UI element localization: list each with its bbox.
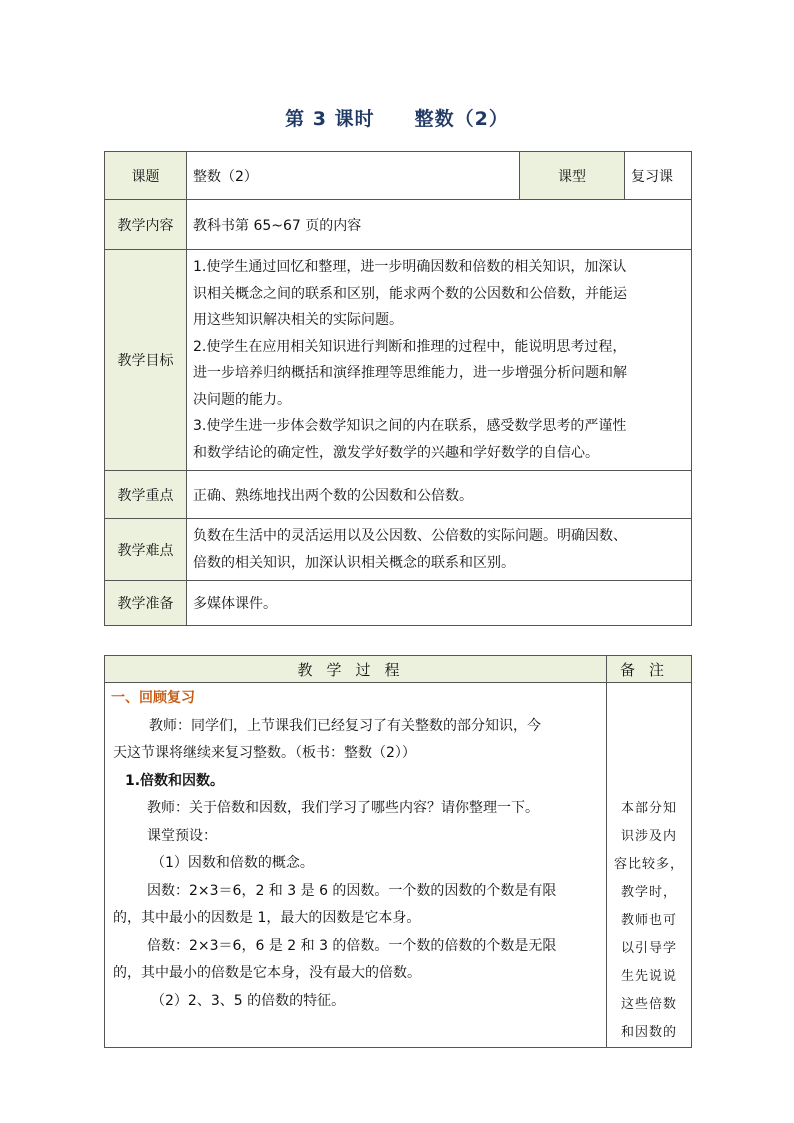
- process-line: （1）因数和倍数的概念。: [151, 855, 314, 871]
- note-line: 生先说说: [620, 969, 677, 984]
- objective-line: 用这些知识解决相关的实际问题。: [193, 312, 403, 328]
- difficulty-line: 负数在生活中的灵活运用以及公因数、公倍数的实际问题。明确因数、: [193, 528, 627, 544]
- process-line: 教师：同学们，上节课我们已经复习了有关整数的部分知识，今: [149, 717, 541, 734]
- objective-line: 识相关概念之间的联系和区别，能求两个数的公因数和公倍数，并能运: [193, 285, 627, 302]
- note-line: 这些倍数: [620, 997, 677, 1012]
- content-value: 教科书第 65~67 页的内容: [187, 200, 692, 250]
- prep-label: 教学准备: [105, 581, 187, 626]
- lesson-number: 第 3 课时: [285, 108, 375, 130]
- prep-value: 多媒体课件。: [187, 581, 692, 626]
- type-value: 复习课: [625, 152, 692, 200]
- objective-label: 教学目标: [105, 250, 187, 471]
- process-line: 的，其中最小的倍数是它本身，没有最大的倍数。: [113, 965, 421, 981]
- process-line: 教师：关于倍数和因数，我们学习了哪些内容？请你整理一下。: [147, 800, 539, 816]
- content-label: 教学内容: [105, 200, 187, 250]
- teaching-process-table: [104, 655, 692, 1048]
- prep-row: [105, 581, 692, 626]
- objective-line: 和数学结论的确定性，激发学好数学的兴趣和学好数学的自信心。: [193, 444, 599, 461]
- difficulty-line: 倍数的相关知识，加深认识相关概念的联系和区别。: [193, 554, 515, 571]
- difficulty-row: [105, 519, 692, 581]
- process-line: 的，其中最小的因数是 1，最大的因数是它本身。: [113, 910, 421, 926]
- objective-text: [187, 250, 692, 471]
- difficulty-label: 教学难点: [105, 519, 187, 581]
- process-line: 天这节课将继续来复习整数。（板书：整数（2））: [113, 745, 416, 761]
- subsection-title: 1.倍数和因数。: [125, 772, 225, 789]
- type-label: 课型: [520, 152, 625, 200]
- process-line: 倍数：2×3＝6，6 是 2 和 3 的倍数。一个数的倍数的个数是无限: [147, 937, 557, 954]
- note-line: 教学时，: [620, 885, 677, 900]
- content-row: [105, 200, 692, 250]
- lesson-topic: 整数（2）: [414, 108, 509, 130]
- note-line: 教师也可: [620, 913, 677, 928]
- note-line: 以引导学: [620, 941, 677, 956]
- objective-line: 3.使学生进一步体会数学知识之间的内在联系，感受数学思考的严谨性: [193, 418, 627, 434]
- objective-line: 进一步培养归纳概括和演绎推理等思维能力，进一步增强分析问题和解: [193, 365, 627, 381]
- note-line: 容比较多，: [613, 857, 684, 872]
- note-line: 本部分知: [620, 801, 677, 816]
- notes-header: 备注: [607, 656, 692, 683]
- process-header: 教学过程: [105, 656, 607, 683]
- topic-label: 课题: [105, 152, 187, 200]
- process-line: 课堂预设：: [147, 827, 217, 844]
- process-line: （2）2、3、5 的倍数的特征。: [151, 992, 346, 1009]
- section-title: 一、回顾复习: [111, 690, 195, 706]
- objective-line: 2.使学生在应用相关知识进行判断和推理的过程中，能说明思考过程，: [193, 338, 627, 355]
- lesson-info-table: [104, 151, 692, 626]
- topic-value: 整数（2）: [187, 152, 520, 200]
- notes-content: [607, 683, 692, 1048]
- key-label: 教学重点: [105, 471, 187, 519]
- note-line: 识涉及内: [620, 829, 677, 844]
- objective-row: [105, 250, 692, 471]
- process-line: 因数：2×3＝6，2 和 3 是 6 的因数。一个数的因数的个数是有限: [147, 882, 557, 899]
- page-title: [0, 104, 794, 131]
- key-row: [105, 471, 692, 519]
- process-content: [105, 683, 607, 1048]
- difficulty-text: [187, 519, 692, 581]
- process-header-row: [105, 656, 692, 683]
- note-line: 和因数的: [620, 1025, 677, 1040]
- key-value: 正确、熟练地找出两个数的公因数和公倍数。: [187, 471, 692, 519]
- objective-line: 决问题的能力。: [193, 391, 291, 408]
- process-body-row: [105, 683, 692, 1048]
- topic-row: [105, 152, 692, 200]
- objective-line: 1.使学生通过回忆和整理，进一步明确因数和倍数的相关知识，加深认: [193, 259, 627, 275]
